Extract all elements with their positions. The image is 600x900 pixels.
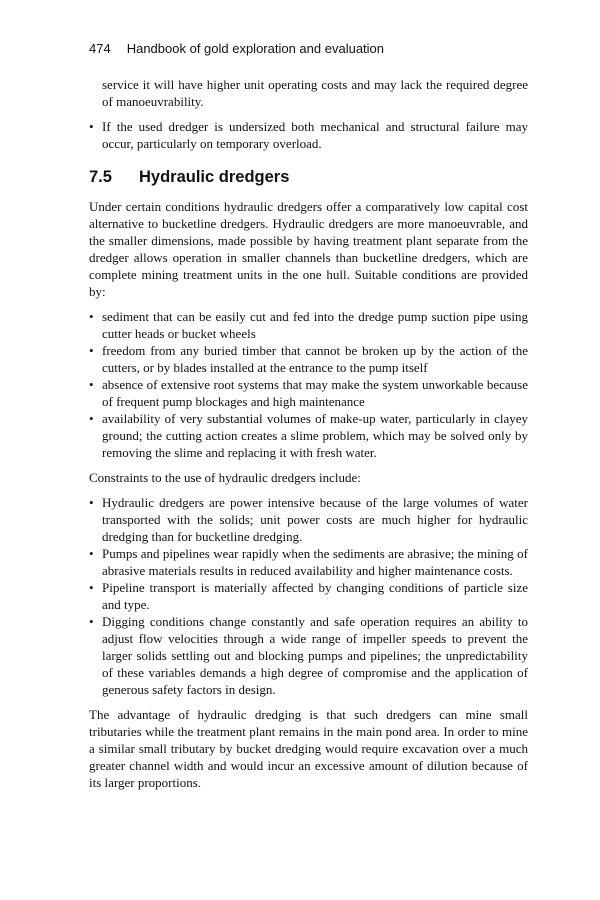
bullet-mark: •: [89, 119, 94, 134]
bullet-mark: •: [89, 309, 94, 324]
top-bullet-list: [89, 118, 528, 152]
intro-paragraph: Under certain conditions hydraulic dredgers offer a comparatively low capital cost alternative to bucketline dredgers. Hydraulic dredgers are more manoeuvrable, and the smaller dimensions, made possible by having treatment plant separate from the dredger allows operation in smaller channels than bucketline dredgers, which are complete mining treatment units in the one hull. Suitable conditions are provided by:: [89, 199, 528, 299]
list-item: • freedom from any buried timber that cannot be broken up by the action of the cutters, or by blades installed at the entrance to the pump itself: [89, 343, 528, 375]
list-item: • If the used dredger is undersized both mechanical and structural failure may occur, particularly on temporary overload.: [89, 119, 528, 151]
constraints-list: [89, 494, 528, 698]
bullet-mark: •: [89, 580, 94, 595]
constraints-intro: Constraints to the use of hydraulic dredgers include:: [89, 470, 361, 485]
running-head: [89, 40, 384, 58]
list-item: • sediment that can be easily cut and fed into the dredge pump suction pipe using cutter heads or bucket wheels: [89, 309, 528, 341]
list-item: • absence of extensive root systems that may make the system unworkable because of frequent pump blockages and high maintenance: [89, 377, 528, 409]
list-item: • Pipeline transport is materially affected by changing conditions of particle size and type.: [89, 580, 528, 612]
page-number: 474: [89, 41, 111, 56]
bullet-mark: •: [89, 411, 94, 426]
list-item: • Hydraulic dredgers are power intensive because of the large volumes of water transported with the solids; unit power costs are much higher for hydraulic dredging than for bucketline dredging.: [89, 495, 528, 544]
closing-paragraph: The advantage of hydraulic dredging is that such dredgers can mine small tributaries while the treatment plant remains in the main pond area. In order to mine a similar small tributary by bucket dredging would require excavation over a much greater channel width and would incur an excessive amount of dilution because of its larger proportions.: [89, 707, 528, 790]
bullet-mark: •: [89, 495, 94, 510]
section-number: 7.5: [89, 168, 112, 186]
bullet-mark: •: [89, 614, 94, 629]
list-item: • availability of very substantial volumes of make-up water, particularly in clayey ground; the cutting action creates a slime problem, which may be solved only by removing the slime and replacing it with fresh water.: [89, 411, 528, 460]
section-title: Hydraulic dredgers: [139, 168, 290, 186]
section-heading: [89, 166, 528, 188]
list-item: • Digging conditions change constantly and safe operation requires an ability to adjust flow velocities through a wide range of impeller speeds to prevent the larger solids settling out and blocking pumps and pipelines; the unpredictability of these variables demands a high degree of compromise and the application of generous safety factors in design.: [89, 614, 528, 697]
book-title: Handbook of gold exploration and evaluation: [126, 41, 385, 56]
bullet-mark: •: [89, 343, 94, 358]
bullet-mark: •: [89, 377, 94, 392]
bullet-mark: •: [89, 546, 94, 561]
list-item: • Pumps and pipelines wear rapidly when the sediments are abrasive; the mining of abrasive materials results in reduced availability and higher maintenance costs.: [89, 546, 528, 578]
continued-bullet-text: service it will have higher unit operating costs and may lack the required degree of manoeuvrability.: [102, 77, 528, 109]
body-text: [89, 76, 528, 799]
conditions-list: [89, 308, 528, 461]
